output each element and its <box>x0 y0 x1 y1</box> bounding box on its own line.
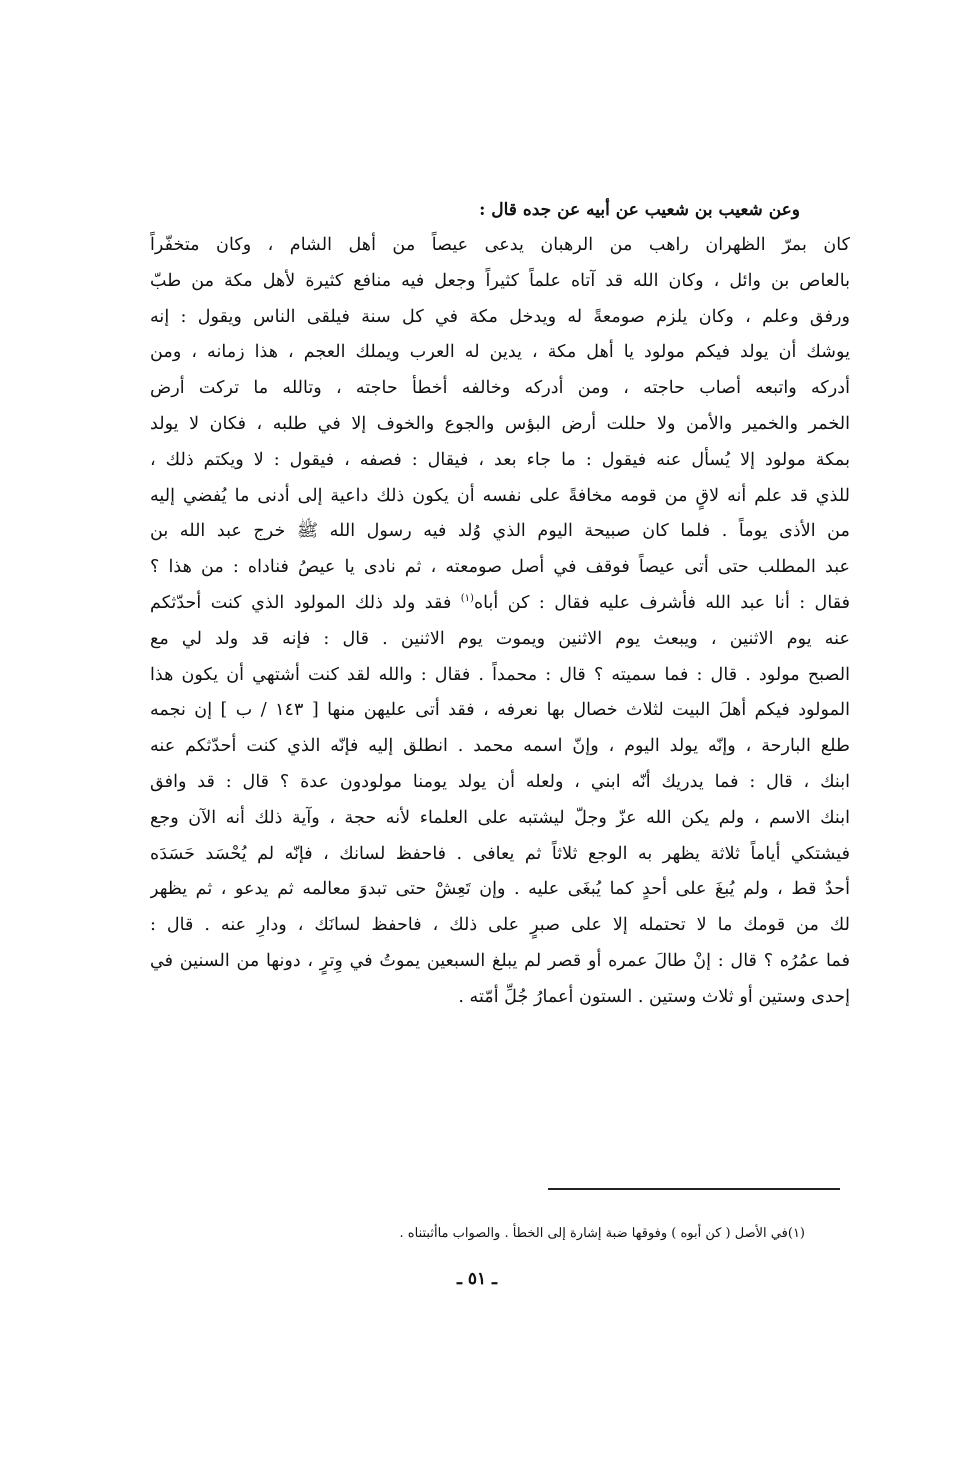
text-line: إحدى وستين أو ثلاث وستين . الستون أعمارُ جُلِّ أمّته . <box>458 986 850 1007</box>
text-line: عبد المطلب حتى أتى عيصاً فوقف في أصل صومعته ، ثم نادى يا عيصُ فناداه : من هذا ؟ <box>150 557 850 578</box>
section-heading: وعن شعيب بن شعيب عن أبيه عن جده قال : <box>479 200 800 220</box>
text-line: طلع البارحة ، وإنّه يولد اليوم ، وإنّ اسمه محمد . انطلق إليه فإنّه الذي كنت أحدّثكم عنه <box>150 736 850 757</box>
text-line: يوشك أن يولد فيكم مولود يا أهل مكة ، يدين له العرب ويملك العجم ، هذا زمانه ، ومن <box>150 342 850 363</box>
text-line: للذي قد علم أنه لاقٍ من قومه مخافةً على نفسه أن يكون ذلك داعية إلى أدنى ما يُفضي إليه <box>150 485 850 506</box>
footnote-separator <box>548 1188 840 1190</box>
text-line: الخمر والخمير والأمن ولا حللت أرض البؤس والجوع والخوف إلا في طلبه ، فكان لا يولد <box>150 413 850 434</box>
text-line: ابنك ، قال : فما يدريك أنّه ابني ، ولعله أن يولد يومنا مولودون عدة ؟ قال : قد وافق <box>150 771 850 792</box>
text-line: فيشتكي أياماً ثلاثة يظهر به الوجع ثلاثاً ثم يعافى . فاحفظ لسانك ، فإنّه لم يُحْسَد حَسَدَه <box>150 843 850 864</box>
page-number: ـ ٥١ ـ <box>456 1269 498 1289</box>
text-line: أحدٌ قط ، ولم يُبغَ على أحدٍ كما يُبغَى عليه . وإن تَعِشْ حتى تبدوَ معالمه ثم يدعو ، ثم يظهر <box>150 879 850 900</box>
text-line: بمكة مولود إلا يُسأل عنه فيقول : ما جاء بعد ، فيقال : فصفه ، فيقول : لا ويكتم ذلك ، <box>150 449 850 470</box>
text-line: فما عمُرُه ؟ قال : إنْ طالَ عمره أو قصر لم يبلغ السبعين يموتُ في وِترٍ ، دونها من السنين في <box>150 950 850 971</box>
text-segment: فقال : أنا عبد الله فأشرف عليه فقال : كن أباه <box>473 592 850 613</box>
text-line: لك من قومك ما لا تحتمله إلا على صبرٍ على ذلك ، فاحفظ لسانَك ، ودارِ عنه . قال : <box>150 915 850 936</box>
text-line: ابنك الاسم ، ولم يكن الله عزّ وجلّ ليشتبه على العلماء لأنه حجة ، وآية ذلك أنه الآن وجع <box>150 807 850 828</box>
text-line: ورفق وعلم ، وكان يلزم صومعةً له ويدخل مكة في كل سنة فيلقى الناس ويقول : إنه <box>150 306 850 327</box>
text-line: أدركه واتبعه أصاب حاجته ، ومن أدركه وخالفه أخطأ حاجته ، وتالله ما تركت أرض <box>150 378 850 399</box>
text-line: من الأذى يوماً . فلما كان صبيحة اليوم الذي وُلد فيه رسول الله ﷺ خرج عبد الله بن <box>150 521 850 542</box>
footnote-marker: (١) <box>460 593 474 605</box>
text-segment: فقد ولد ذلك المولود الذي كنت أحدّثكم <box>150 592 452 613</box>
main-paragraph <box>150 228 850 1016</box>
text-line: كان بمرّ الظهران راهب من الرهبان يدعى عيصاً من أهل الشام ، وكان متخفّراً <box>150 235 850 255</box>
text-line: المولود فيكم أهلَ البيت لثلاث خصال بها نعرفه ، فقد أتى عليهن منها [ ١٤٣ / ب ] إن نجمه <box>150 700 850 721</box>
text-line: عنه يوم الاثنين ، ويبعث يوم الاثنين ويموت يوم الاثنين . قال : فإنه قد ولد لي مع <box>150 628 850 649</box>
footnote: (١)في الأصل ( كن أبوه ) وفوقها ضبة إشارة إلى الخطأ . والصواب ماأثبتناه . <box>399 1226 805 1241</box>
text-line: بالعاص بن وائل ، وكان الله قد آتاه علماً كثيراً وجعل فيه منافع كثيرة لأهل مكة من طبّ <box>150 270 850 291</box>
text-line-with-footnote <box>150 586 850 622</box>
text-line: الصبح مولود . قال : فما سميته ؟ قال : محمداً . فقال : والله لقد كنت أشتهي أن يكون هذا <box>150 664 850 685</box>
